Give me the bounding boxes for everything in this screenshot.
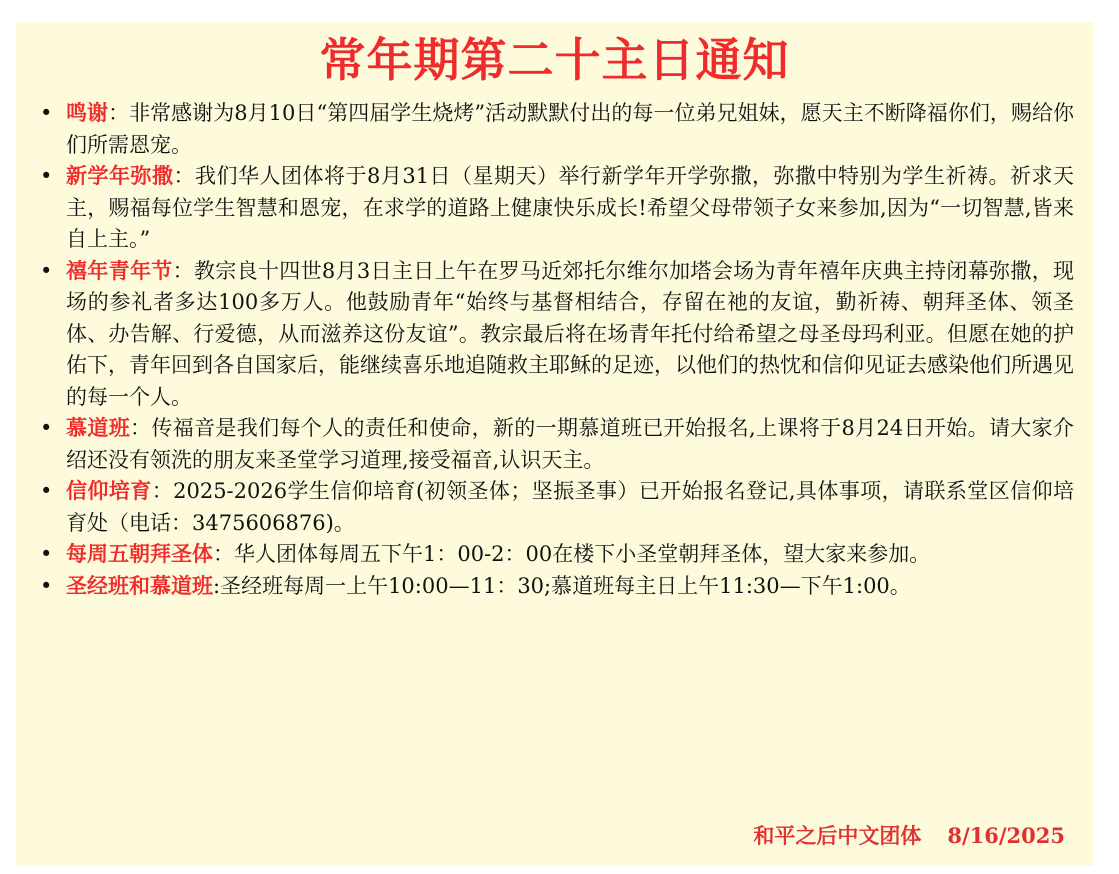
notice-friday-adoration	[32, 539, 1074, 571]
bullet-icon: •	[40, 258, 53, 283]
notice-body: ：非常感谢为8月10日“第四届学生烧烤”活动默默付出的每一位弟兄姐妹，愿天主不断降福你们，赐给你们所需恩宠。	[66, 101, 1074, 157]
footer-signature	[753, 822, 1065, 850]
notice-heading: 新学年弥撒	[66, 164, 174, 188]
notice-heading: 鸣谢	[66, 101, 109, 125]
notice-heading: 禧年青年节	[66, 258, 173, 283]
bullet-icon: •	[40, 164, 53, 188]
bullet-icon: •	[40, 101, 53, 125]
notice-catechumen-class	[32, 413, 1074, 476]
bullet-icon: •	[40, 479, 53, 503]
notice-jubilee-youth	[32, 256, 1074, 414]
bullet-icon: •	[40, 416, 53, 440]
notice-list	[32, 98, 1074, 602]
footer-org: 和平之后中文团体	[753, 824, 922, 848]
bullet-icon: •	[40, 542, 53, 566]
notice-body: ：华人团体每周五下午1：00-2：00在楼下小圣堂朝拜圣体，望大家来参加。	[213, 542, 931, 566]
bullet-icon: •	[40, 573, 53, 598]
notice-bible-class	[32, 571, 1074, 603]
notice-body: ：我们华人团体将于8月31日（星期天）举行新学年开学弥撒，弥撒中特别为学生祈祷。祈求天主，赐福每位学生智慧和恩宠，在求学的道路上健康快乐成长!希望父母带领子女来参加,因为“一切智慧,皆来自上主。”	[66, 164, 1074, 251]
notice-heading: 信仰培育	[66, 479, 152, 503]
notice-sheet	[16, 22, 1093, 866]
notice-heading: 慕道班	[66, 416, 131, 440]
notice-heading: 每周五朝拜圣体	[66, 542, 213, 566]
notice-body: ：2025-2026学生信仰培育(初领圣体；坚振圣事）已开始报名登记,具体事项，请联系堂区信仰培育处（电话：3475606876)。	[66, 479, 1074, 535]
notice-body: :圣经班每周一上午10:00—11：30;慕道班每主日上午11:30—下午1:00。	[213, 573, 911, 598]
notice-acknowledgement	[32, 98, 1074, 161]
notice-body: ：传福音是我们每个人的责任和使命，新的一期慕道班已开始报名,上课将于8月24日开始。请大家介绍还没有领洗的朋友来圣堂学习道理,接受福音,认识天主。	[66, 416, 1074, 472]
notice-new-school-year-mass	[32, 161, 1074, 256]
notice-faith-formation	[32, 476, 1074, 539]
notice-body: ：教宗良十四世8月3日主日上午在罗马近郊托尔维尔加塔会场为青年禧年庆典主持闭幕弥撒，现场的参礼者多达100多万人。他鼓励青年“始终与基督相结合，存留在祂的友谊，勤祈祷、朝拜圣体、领圣体、办告解、行爱德，从而滋养这份友谊”。教宗最后将在场青年托付给希望之母圣母玛利亚。但愿在她的护佑下，青年回到各自国家后，能继续喜乐地追随救主耶稣的足迹，以他们的热忱和信仰见证去感染他们所遇见的每一个人。	[66, 258, 1075, 409]
footer-date: 8/16/2025	[947, 823, 1065, 848]
page-title: 常年期第二十主日通知	[319, 33, 790, 87]
notice-heading: 圣经班和慕道班	[66, 573, 213, 598]
